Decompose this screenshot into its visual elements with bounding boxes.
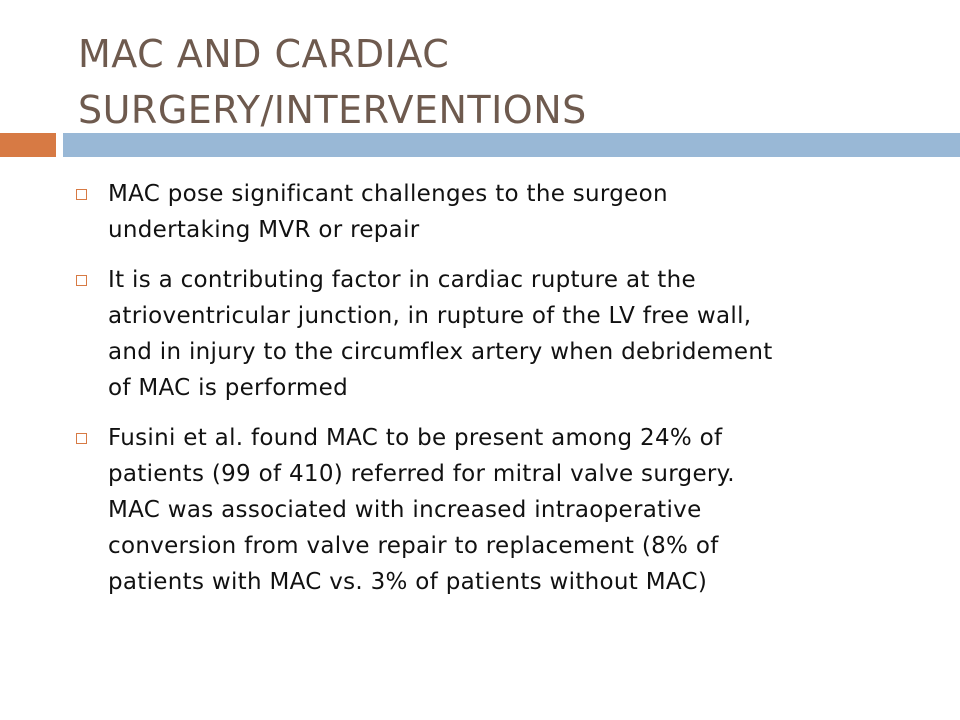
accent-bar-orange <box>0 133 56 157</box>
bullet-line: conversion from valve repair to replacement (8% of <box>108 533 719 559</box>
bullet-line: of MAC is performed <box>108 375 348 401</box>
bullet-line: and in injury to the circumflex artery when debridement <box>108 339 773 365</box>
title-line-2: SURGERY/INTERVENTIONS <box>78 88 587 132</box>
bullet-item-3 <box>70 420 930 600</box>
bullet-line: atrioventricular junction, in rupture of the LV free wall, <box>108 303 752 329</box>
bullet-line: MAC pose significant challenges to the surgeon <box>108 181 668 207</box>
bullet-item-2 <box>70 262 930 406</box>
bullet-line: patients with MAC vs. 3% of patients without MAC) <box>108 569 708 595</box>
accent-bar-blue <box>63 133 960 157</box>
slide-title <box>78 26 938 138</box>
bullet-line: MAC was associated with increased intraoperative <box>108 497 702 523</box>
bullet-line: undertaking MVR or repair <box>108 217 420 243</box>
bullet-item-1 <box>70 176 930 248</box>
hollow-square-bullet-icon <box>76 189 87 200</box>
bullet-line: Fusini et al. found MAC to be present among 24% of <box>108 425 723 451</box>
hollow-square-bullet-icon <box>76 275 87 286</box>
bullet-list <box>70 176 930 614</box>
hollow-square-bullet-icon <box>76 433 87 444</box>
bullet-line: It is a contributing factor in cardiac rupture at the <box>108 267 696 293</box>
title-line-1: MAC AND CARDIAC <box>78 32 450 76</box>
bullet-line: patients (99 of 410) referred for mitral valve surgery. <box>108 461 735 487</box>
